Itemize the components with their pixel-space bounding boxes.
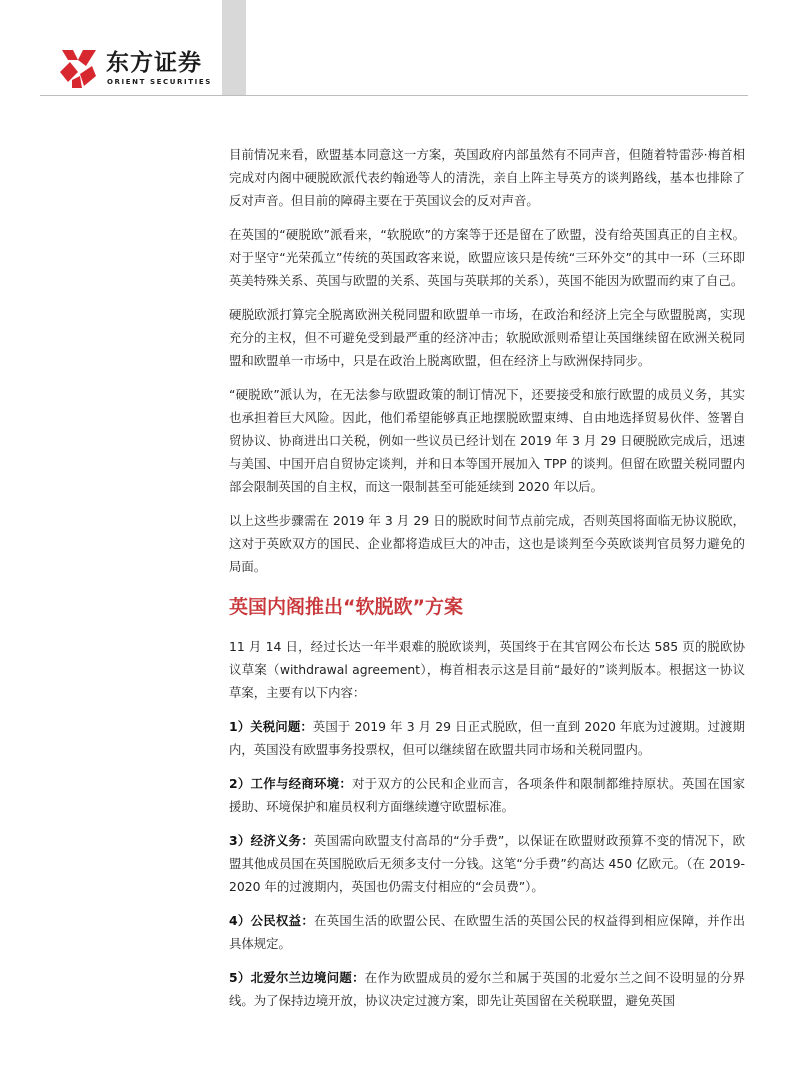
report-body xyxy=(229,143,745,1023)
list-item xyxy=(229,829,745,898)
list-item xyxy=(229,909,745,955)
list-item-label: 3）经济义务： xyxy=(229,833,314,848)
list-item xyxy=(229,966,745,1012)
paragraph: 硬脱欧派打算完全脱离欧洲关税同盟和欧盟单一市场，在政治和经济上完全与欧盟脱离，实现充分的主权，但不可避免受到最严重的经济冲击；软脱欧派则希望让英国继续留在欧洲关税同盟和欧盟单一市场中，只是在政治上脱离欧盟，但在经济上与欧洲保持同步。 xyxy=(229,307,745,368)
intro-paragraph: 11 月 14 日，经过长达一年半艰难的脱欧谈判，英国终于在其官网公布长达 585 页的脱欧协议草案（withdrawal agreement），梅首相表示这是目前“最好的”谈判版本。根据这一协议草案，主要有以下内容： xyxy=(229,639,745,700)
orient-securities-logo-icon xyxy=(56,46,100,90)
list-item xyxy=(229,715,745,761)
company-logo xyxy=(56,46,226,92)
list-item-label: 1）关税问题： xyxy=(229,719,313,734)
list-item-text: 在作为欧盟成员的爱尔兰和属于英国的北爱尔兰之间不设明显的分界线。为了保持边境开放，协议决定过渡方案，即先让英国留在关税联盟，避免英国 xyxy=(229,970,746,1008)
paragraph: 在英国的“硬脱欧”派看来，“软脱欧”的方案等于还是留在了欧盟，没有给英国真正的自主权。对于坚守“光荣孤立”传统的英国政客来说，欧盟应该只是传统“三环外交”的其中一环（三环即英美特殊关系、英国与欧盟的关系、英国与英联邦的关系），英国不能因为欧盟而约束了自己。 xyxy=(229,227,745,288)
header-divider xyxy=(40,95,748,96)
list-item-text: 对于双方的公民和企业而言，各项条件和限制都维持原状。英国在国家援助、环境保护和雇员权利方面继续遵守欧盟标准。 xyxy=(229,776,745,814)
paragraph: 以上这些步骤需在 2019 年 3 月 29 日的脱欧时间节点前完成，否则英国将面临无协议脱欧，这对于英欧双方的国民、企业都将造成巨大的冲击，这也是谈判至今英欧谈判官员努力避免的局面。 xyxy=(229,513,745,574)
paragraph: 目前情况来看，欧盟基本同意这一方案，英国政府内部虽然有不同声音，但随着特雷莎·梅首相完成对内阁中硬脱欧派代表约翰逊等人的清洗，亲自上阵主导英方的谈判路线，基本也排除了反对声音。但目前的障碍主要在于英国议会的反对声音。 xyxy=(229,147,745,208)
logo-english-name: ORIENT SECURITIES xyxy=(107,78,212,86)
section-heading: 英国内阁推出“软脱欧”方案 xyxy=(229,596,463,618)
list-item-text: 英国需向欧盟支付高昂的“分手费”，以保证在欧盟财政预算不变的情况下，欧盟其他成员国在英国脱欧后无须多支付一分钱。这笔“分手费”约高达 450 亿欧元。（在 2019-2020 年的过渡期内，英国也仍需支付相应的“会员费”）。 xyxy=(229,833,746,894)
list-item xyxy=(229,772,745,818)
list-item-label: 5）北爱尔兰边境问题： xyxy=(229,970,365,985)
logo-chinese-name: 东方证券 xyxy=(106,50,202,76)
list-item-text: 英国于 2019 年 3 月 29 日正式脱欧，但一直到 2020 年底为过渡期。过渡期内，英国没有欧盟事务投票权，但可以继续留在欧盟共同市场和关税同盟内。 xyxy=(229,719,745,757)
list-item-text: 在英国生活的欧盟公民、在欧盟生活的英国公民的权益得到相应保障，并作出具体规定。 xyxy=(229,913,746,951)
list-item-label: 2）工作与经商环境： xyxy=(229,776,353,791)
list-item-label: 4）公民权益： xyxy=(229,913,315,928)
paragraph: “硬脱欧”派认为，在无法参与欧盟政策的制订情况下，还要接受和旅行欧盟的成员义务，其实也承担着巨大风险。因此，他们希望能够真正地摆脱欧盟束缚、自由地选择贸易伙伴、签署自贸协议、协商进出口关税，例如一些议员已经计划在 2019 年 3 月 29 日硬脱欧完成后，迅速与美国、中国开启自贸协定谈判，并和日本等国开展加入 TPP 的谈判。但留在欧盟关税同盟内部会限制英国的自主权，而这一限制甚至可能延续到 2020 年以后。 xyxy=(229,387,745,494)
